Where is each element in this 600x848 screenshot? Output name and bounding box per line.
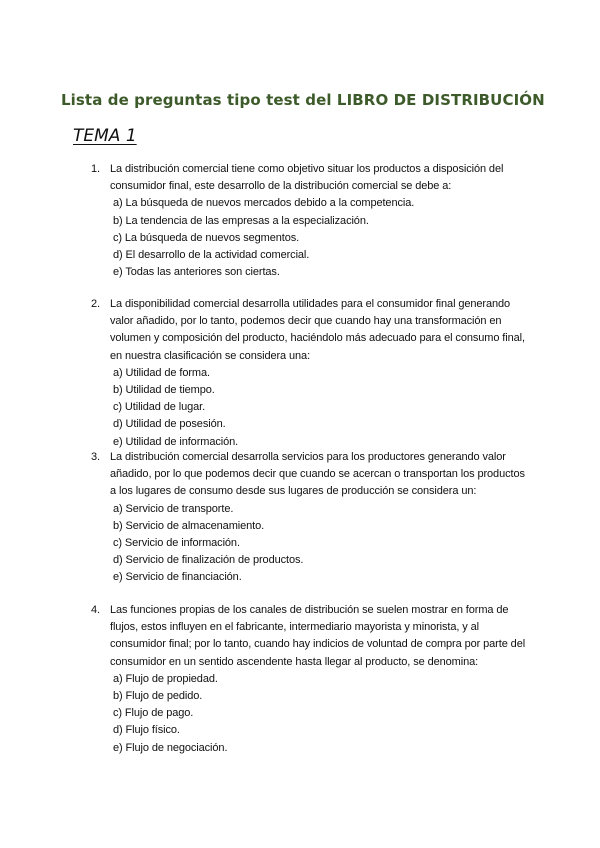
option-a: a) Servicio de transporte. — [113, 502, 234, 515]
option-d: d) Servicio de finalización de productos. — [113, 554, 304, 567]
option-e: e) Flujo de negociación. — [113, 741, 228, 754]
question-item — [91, 602, 526, 757]
option-list — [91, 195, 526, 281]
option-e: e) Todas las anteriores son ciertas. — [113, 266, 280, 279]
option-list — [91, 671, 526, 757]
option-e: e) Servicio de financiación. — [113, 571, 242, 584]
option-c: c) Utilidad de lugar. — [113, 401, 206, 414]
option-d: d) Utilidad de posesión. — [113, 418, 226, 431]
question-item — [91, 296, 526, 451]
option-list — [91, 365, 526, 451]
question-header — [91, 161, 526, 195]
question-text: La distribución comercial desarrolla servicios para los productores generando valor añadido, por lo que podemos decir que cuando se acercan o transportan los productos a los lugares de consumo desde sus lugares de producción se considera un: — [110, 451, 525, 498]
question-header — [91, 602, 526, 671]
option-b: b) Utilidad de tiempo. — [113, 384, 215, 397]
option-c: c) La búsqueda de nuevos segmentos. — [113, 231, 300, 244]
question-item — [91, 449, 526, 587]
question-text: La distribución comercial tiene como objetivo situar los productos a disposición del consumidor final, este desarrollo de la distribución comercial se debe a: — [110, 163, 504, 193]
option-b: b) Servicio de almacenamiento. — [113, 519, 265, 532]
option-list — [91, 501, 526, 587]
option-a: a) La búsqueda de nuevos mercados debido a la competencia. — [113, 197, 415, 210]
option-b: b) Flujo de pedido. — [113, 690, 203, 703]
question-number: 4. — [91, 604, 100, 616]
question-header — [91, 449, 526, 501]
option-c: c) Servicio de información. — [113, 537, 240, 550]
question-number: 2. — [91, 298, 100, 310]
option-a: a) Flujo de propiedad. — [113, 672, 218, 685]
option-b: b) La tendencia de las empresas a la especialización. — [113, 214, 369, 227]
section-title: TEMA 1 — [73, 126, 137, 146]
question-header — [91, 296, 526, 365]
question-text: Las funciones propias de los canales de distribución se suelen mostrar en forma de flujos, estos influyen en el fabricante, intermediario mayorista y minorista, y al consumidor final; por lo tanto, cuando hay indicios de voluntad de compra por parte del consumidor en un sentido ascendente hasta llegar al producto, se denomina: — [110, 604, 526, 668]
option-d: d) Flujo físico. — [113, 724, 180, 737]
question-number: 1. — [91, 163, 100, 175]
option-e: e) Utilidad de información. — [113, 435, 239, 448]
question-text: La disponibilidad comercial desarrolla utilidades para el consumidor final generando valor añadido, por lo tanto, podemos decir que cuando hay una transformación en volumen y composición del producto, haciéndolo más adecuado para el consumo final, en nuestra clasificación se considera una: — [110, 298, 525, 362]
option-d: d) El desarrollo de la actividad comercial. — [113, 249, 310, 262]
question-number: 3. — [91, 451, 100, 463]
document-title: Lista de preguntas tipo test del LIBRO DE DISTRIBUCIÓN — [61, 91, 545, 109]
question-item — [91, 161, 526, 281]
option-a: a) Utilidad de forma. — [113, 366, 210, 379]
option-c: c) Flujo de pago. — [113, 707, 194, 720]
